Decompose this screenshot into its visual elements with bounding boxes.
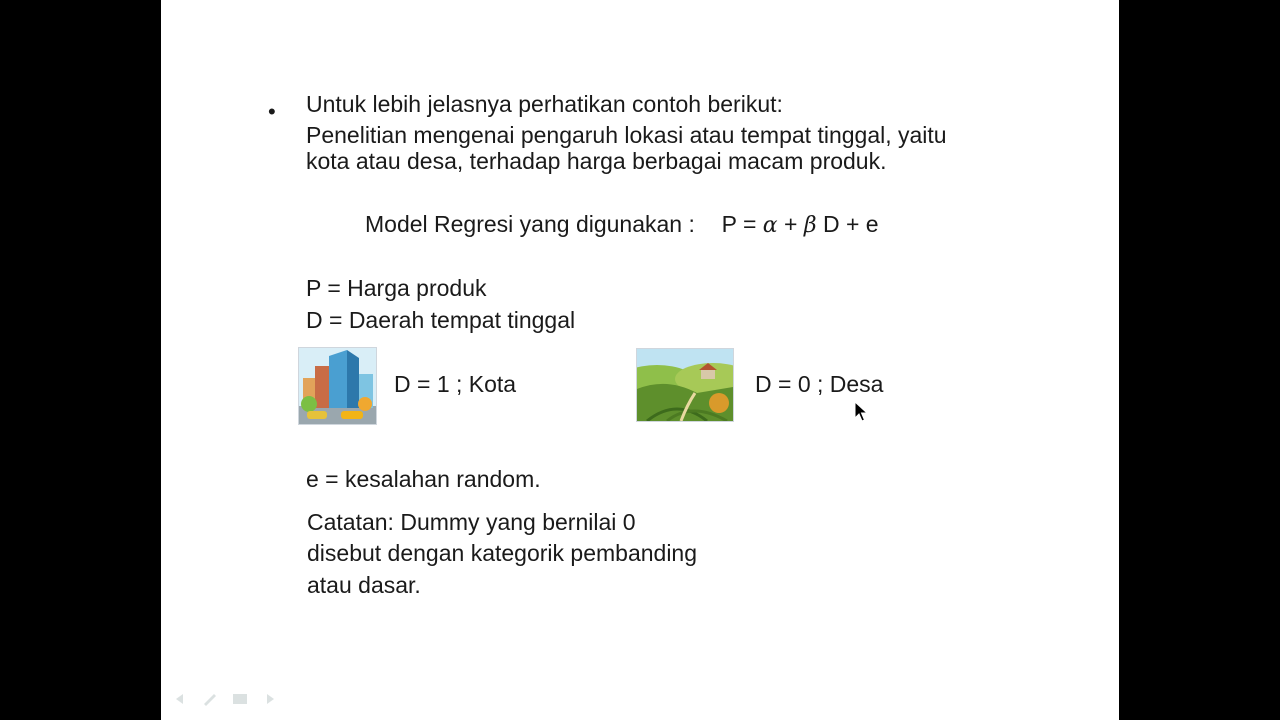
- definition-d: D = Daerah tempat tinggal: [306, 307, 576, 333]
- village-illustration: [636, 348, 734, 422]
- note-line-3: atau dasar.: [307, 572, 421, 598]
- definition-e: e = kesalahan random.: [306, 466, 541, 492]
- village-label: D = 0 ; Desa: [755, 371, 884, 397]
- intro-text: Untuk lebih jelasnya perhatikan contoh berikut:: [306, 91, 783, 117]
- menu-icon[interactable]: [231, 692, 249, 706]
- definition-p: P = Harga produk: [306, 275, 487, 301]
- previous-slide-icon[interactable]: [171, 692, 189, 706]
- presentation-slide: [161, 0, 1119, 720]
- beta-symbol: β: [803, 213, 817, 238]
- next-slide-icon[interactable]: [261, 692, 279, 706]
- model-row: [365, 210, 879, 240]
- note-line-1: Catatan: Dummy yang bernilai 0: [307, 509, 636, 535]
- city-illustration: [298, 347, 377, 425]
- model-label: Model Regresi yang digunakan :: [365, 211, 695, 237]
- note-line-2: disebut dengan kategorik pembanding: [307, 540, 698, 566]
- formula-plus: +: [784, 211, 798, 237]
- bullet-point: •: [268, 99, 276, 124]
- formula-p: P =: [721, 211, 757, 237]
- research-text-line-2: kota atau desa, terhadap harga berbagai macam produk.: [306, 148, 887, 174]
- city-label: D = 1 ; Kota: [394, 371, 517, 397]
- research-text-line-1: Penelitian mengenai pengaruh lokasi atau tempat tinggal, yaitu: [306, 122, 947, 148]
- mouse-cursor-icon: [854, 401, 868, 423]
- pen-icon[interactable]: [201, 692, 219, 706]
- slideshow-toolbar[interactable]: [171, 692, 279, 706]
- alpha-symbol: α: [762, 213, 778, 238]
- formula-rest: D + e: [822, 211, 879, 237]
